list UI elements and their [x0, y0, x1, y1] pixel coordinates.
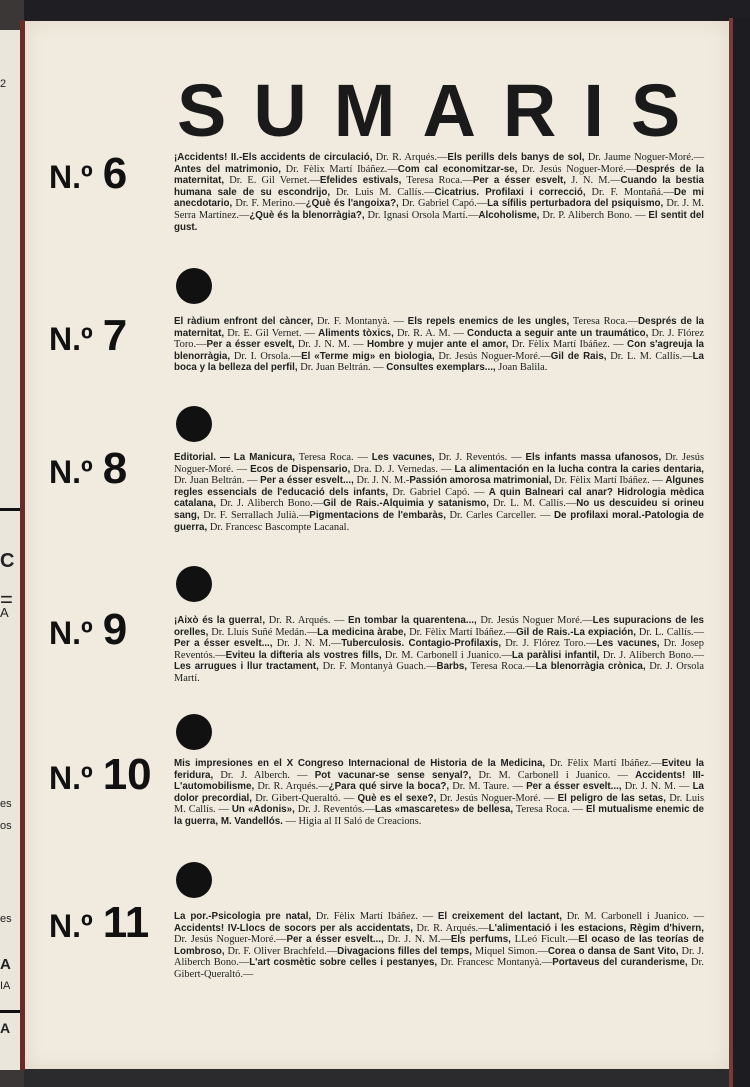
article-author: Dr. F. Montanyà Guach.—: [318, 661, 437, 673]
article-title: La boca y la belleza del perfil,: [174, 350, 705, 374]
article-author: Dr. R. A. M. —: [393, 327, 468, 339]
article-title: Editorial. — La Manicura,: [174, 452, 295, 463]
article-author: Dr. R. Arqués.—: [412, 922, 489, 934]
article-title: ¿Què és la blenorràgia?,: [249, 209, 365, 221]
issue-number: [49, 444, 177, 494]
article-author: Dr. Lluís Suñé Medán.—: [208, 626, 318, 638]
issue-number: [49, 311, 177, 361]
article-author: J. N. M.—: [566, 175, 621, 187]
article-title: La paràlisi infantil,: [511, 649, 600, 661]
article-title: ¿Què és l'angoixa?,: [305, 198, 399, 210]
article-title: Les supuracions de les orelles,: [174, 615, 704, 638]
fragment-big-c: C: [0, 550, 15, 572]
section-bullet-dot: [176, 268, 212, 304]
article-author: Dr. I. Orsola.—: [230, 350, 302, 362]
article-title: La medicina àrabe,: [317, 626, 407, 638]
article-author: Dr. Carles Carceller. —: [445, 509, 554, 521]
issue-contents: [174, 911, 704, 981]
article-title: El mutualisme enemic de la guerra, M. Vandellós.: [174, 804, 705, 827]
article-title: A quin Balneari cal anar? Hidrologia mèdica catalana,: [174, 486, 704, 510]
issue-number: [49, 149, 177, 199]
article-author: Dr. J. Aliberch Bono.—: [215, 498, 324, 510]
article-author: Miquel Simon.—: [471, 945, 548, 957]
article-title: Després de la maternitat,: [174, 316, 704, 339]
article-title: Per a ésser esvelt...,: [260, 475, 354, 487]
issue-number-value: 11: [102, 898, 150, 947]
issue-number-label: N.º: [49, 454, 93, 490]
article-author: Dr. Fèlix Martí Ibáñez.—: [545, 758, 662, 769]
article-author: Dr. Francesc Montanyà.—: [437, 957, 553, 969]
article-author: Dr. Fèlix Martí Ibáñez.—: [406, 626, 517, 638]
issue-number-label: N.º: [49, 908, 93, 944]
article-author: Dr. Jesús Noguer-Moré.—: [434, 350, 551, 362]
fragment-a1: A: [0, 605, 9, 620]
article-title: Accidents! III-L'automobilisme,: [174, 769, 704, 793]
article-title: Pot vacunar-se sense senyal?,: [314, 769, 472, 781]
article-author: Dr. J. Alberch. —: [213, 769, 315, 781]
article-author: Dr. L. Callís.—: [635, 626, 704, 638]
article-author: Dr. J. N. M.-: [353, 475, 410, 487]
article-author: Dr. J. Reventós. —: [434, 452, 526, 463]
article-title: Per a ésser esvelt...,: [174, 638, 273, 650]
fragment-a2: A: [0, 1020, 11, 1036]
article-author: Dr. Josep Reventós.—: [174, 638, 704, 661]
article-title: Alcoholisme,: [478, 209, 540, 221]
article-title: El creixement del lactant,: [437, 911, 562, 922]
article-author: Dr. M. Carbonell i Juanico. —: [471, 769, 636, 781]
article-author: Dr. R. Arqués.—: [254, 781, 329, 793]
article-author: Dr. Juan Beltrán. —: [297, 362, 387, 374]
fragment-rule: [0, 508, 22, 511]
article-author: Dr. Fèlix Martí Ibáñez. —: [508, 339, 628, 351]
article-author: Dr. J. N. M.—: [383, 934, 451, 946]
issue-number-value: 9: [102, 605, 128, 654]
issue-number: [49, 605, 177, 655]
issue-contents: [174, 615, 704, 685]
article-author: Dr. Luis M. Callís.—: [330, 186, 435, 198]
article-author: Dr. F. Merino.—: [232, 198, 306, 210]
magazine-page: [25, 21, 729, 1069]
article-author: Dr. J. N. M. —: [294, 339, 368, 351]
article-author: Dr. F. Serrallach Julià.—: [199, 509, 310, 521]
article-title: Per a ésser esvelt,: [206, 339, 295, 351]
article-author: Dr. P. Aliberch Bono. —: [539, 209, 649, 221]
article-author: Dr. J. N. M.—: [272, 638, 342, 650]
article-title: Consultes exemplars...,: [386, 362, 496, 374]
article-author: Teresa Roca.—: [401, 175, 473, 187]
fragment-os: os: [0, 820, 12, 832]
issue-number-label: N.º: [49, 760, 93, 796]
article-author: Dr. Jesús Noguer-Moré. —: [436, 792, 558, 804]
article-title: La dolor precordial,: [174, 781, 704, 804]
article-title: L'art cosmètic sobre celles i pestanyes,: [249, 957, 438, 969]
article-title: Ecos de Dispensario,: [250, 463, 351, 475]
article-title: En tombar la quarentena...,: [348, 615, 477, 626]
article-title: La sífilis perturbadora del psiquismo,: [487, 198, 664, 210]
article-title: ¡Accidents! II.-Els accidents de circulació,: [174, 152, 373, 163]
article-title: Les arrugues i llur tractament,: [174, 661, 319, 673]
article-title: El ràdium enfront del càncer,: [174, 316, 314, 327]
article-title: Gil de Rais.-La expiación,: [516, 626, 636, 638]
article-title: Eviteu la difteria als vostres fills,: [225, 649, 382, 661]
article-title: Portaveus del curanderisme,: [552, 957, 688, 969]
issue-number-value: 8: [102, 444, 128, 493]
article-title: De profilaxi moral.-Patologia de guerra,: [174, 509, 704, 533]
article-author: Teresa Roca. —: [513, 804, 586, 816]
article-author: Dr. Gibert-Queraltó.—: [174, 957, 704, 980]
article-author: Dr. F. Montañá.—: [585, 186, 674, 198]
article-title: Gil de Rais,: [550, 350, 607, 362]
article-author: Teresa Roca. —: [295, 452, 372, 463]
issue-number: [49, 750, 177, 800]
article-author: Dr. J. Flórez Toro.—: [174, 327, 704, 351]
fragment-es2: es: [0, 913, 12, 925]
article-title: Cicatrius. Profilaxi i correcció,: [434, 186, 586, 198]
article-title: Antes del matrimonio,: [174, 163, 282, 175]
article-title: Les vacunes,: [371, 452, 435, 463]
article-author: Dr. R. Arqués.—: [372, 152, 448, 163]
article-author: Dr. F. Oliver Brachfeld.—: [224, 945, 338, 957]
article-title: Per a ésser esvelt...,: [526, 781, 622, 793]
article-author: Dr. M. Carbonell i Juanico.—: [381, 649, 512, 661]
article-title: El sentit del gust.: [174, 209, 704, 233]
article-title: Després de la maternitat,: [174, 163, 705, 187]
article-title: Els perills dels banys de sol,: [447, 152, 585, 163]
article-author: Dr. Fèlix Martí Ibáñez.—: [281, 163, 398, 175]
issue-contents: [174, 758, 704, 828]
article-author: Dr. J. Aliberch Bono.—: [174, 945, 705, 969]
fragment-rule-2: [0, 1010, 22, 1013]
article-title: Per a ésser esvelt...,: [286, 934, 384, 946]
article-author: Dr. Jesús Noguer Moré.—: [476, 615, 593, 626]
scan-background-top: [0, 0, 750, 22]
article-title: Las «mascaretes» de bellesa,: [374, 804, 514, 816]
issue-number-label: N.º: [49, 159, 93, 195]
fragment-ia: IA: [0, 980, 11, 992]
article-author: Dr. Ignasi Orsola Martí.—: [364, 209, 479, 221]
article-title: ¡Això és la guerra!,: [174, 615, 266, 626]
fragment-big-a: A: [0, 956, 11, 973]
fragment-page-number: 2: [0, 78, 7, 90]
article-author: Dr. L. M. Callís.—: [488, 498, 577, 510]
article-title: Pigmentacions de l'embaràs,: [309, 509, 446, 521]
article-title: La por.-Psicologia pre natal,: [174, 911, 312, 922]
scan-background-right: [729, 18, 750, 1087]
issue-contents: [174, 152, 704, 233]
article-title: L'alimentació i les estacions, Règim d'hivern,: [488, 922, 704, 934]
article-author: Dr. M. Carbonell i Juanico. —: [562, 911, 705, 922]
article-author: Dr. J. Reventós.—: [294, 804, 375, 816]
article-author: Dr. M. Taure. —: [449, 781, 527, 793]
article-title: Conducta a seguir ante un traumático,: [467, 327, 649, 339]
fragment-es: es: [0, 798, 12, 810]
article-title: ¿Para qué sirve la boca?,: [328, 781, 450, 793]
issue-number-label: N.º: [49, 321, 93, 357]
section-bullet-dot: [176, 566, 212, 602]
issue-number-value: 6: [102, 149, 128, 198]
article-title: Cuando la bestia humana sale de su escondrijo,: [174, 175, 704, 198]
article-author: LLeó Ficult.—: [510, 934, 579, 946]
article-author: Dr. J. Aliberch Bono.—: [599, 649, 705, 661]
article-title: Els perfums,: [450, 934, 511, 946]
article-author: Dr. Fèlix Martí Ibáñez. —: [551, 475, 666, 487]
issue-number-label: N.º: [49, 615, 93, 651]
article-title: De mi anecdotario,: [174, 186, 704, 210]
article-title: La alimentación en la lucha contra la caries dentaria,: [454, 463, 705, 475]
article-title: Barbs,: [436, 661, 467, 673]
article-author: Dr. J. Orsola Martí.: [174, 661, 704, 684]
article-author: Dr. E. Gil Vernet. —: [224, 327, 319, 339]
issue-number: [49, 898, 177, 948]
article-title: El ocaso de las teorías de Lombroso,: [174, 934, 705, 957]
article-author: Dr. Jaume Noguer-Moré.—: [584, 152, 704, 163]
article-title: Per a ésser esvelt,: [472, 175, 567, 187]
article-title: Accidents! IV-Llocs de socors per als accidentats,: [174, 922, 413, 934]
article-author: Teresa Roca.—: [467, 661, 536, 673]
article-title: Hombre y mujer ante el amor,: [367, 339, 509, 351]
article-author: — Higia al II Saló de Creacions.: [282, 815, 422, 827]
article-title: Les vacunes,: [596, 638, 660, 650]
article-author: Dr. E. Gil Vernet.—: [224, 175, 320, 187]
fragment-equals: [0, 595, 22, 605]
article-title: Con s'agreuja la blenorràgia,: [174, 339, 704, 362]
article-author: Dr. J. Flórez Toro.—: [501, 638, 597, 650]
article-author: Dr. Jesús Noguer-Moré. —: [174, 452, 704, 475]
article-author: Dr. J. N. M. —: [621, 781, 693, 793]
article-author: Dr. Gibert-Queraltó. —: [252, 792, 358, 804]
article-title: Efelides estivals,: [319, 175, 402, 187]
article-author: Dr. Fèlix Martí Ibáñez. —: [311, 911, 438, 922]
article-author: Dr. Luis M. Callís. —: [174, 792, 705, 816]
article-title: Mis impresiones en el X Congreso Internacional de Historia de la Medicina,: [174, 758, 546, 769]
article-title: No us descuideu si orineu sang,: [174, 498, 704, 521]
article-author: Dra. D. J. Vernedas. —: [350, 463, 455, 475]
section-bullet-dot: [176, 862, 212, 898]
issue-number-value: 10: [102, 750, 152, 799]
article-title: El peligro de las setas,: [557, 792, 666, 804]
article-title: Els infants massa ufanosos,: [525, 452, 662, 463]
page-title: SUMARIS: [177, 69, 708, 152]
article-title: Què es el sexe?,: [357, 792, 437, 804]
article-author: Teresa Roca.—: [569, 316, 638, 327]
article-author: Dr. R. Arqués. —: [265, 615, 349, 626]
article-title: Tuberculosis. Contagio-Profilaxis,: [341, 638, 502, 650]
article-title: Divagacions filles del temps,: [337, 945, 472, 957]
article-title: El «Terme mig» en biologia,: [301, 350, 435, 362]
section-bullet-dot: [176, 714, 212, 750]
article-title: Corea o dansa de Sant Vito,: [547, 945, 679, 957]
article-title: Gil de Rais.-Alquimia y satanismo,: [323, 498, 489, 510]
article-title: Aliments tòxics,: [318, 327, 394, 339]
article-author: Dr. L. M. Callís.—: [606, 350, 693, 362]
article-author: Dr. Jesús Noguer-Moré.—: [517, 163, 637, 175]
article-author: Dr. Gabriel Capó. —: [388, 486, 489, 498]
article-author: Dr. Juan Beltrán. —: [174, 475, 261, 487]
article-title: La blenorràgia crònica,: [535, 661, 646, 673]
article-author: Dr. J. M. Serra Martínez.—: [174, 198, 704, 221]
section-bullet-dot: [176, 406, 212, 442]
article-author: Dr. F. Montanyà. —: [313, 316, 408, 327]
article-title: Algunes regles essencials de l'educació dels infants,: [174, 475, 704, 498]
issue-contents: [174, 452, 704, 533]
article-title: Com cal economitzar-se,: [397, 163, 518, 175]
issue-number-value: 7: [102, 311, 128, 360]
article-title: Passión amorosa matrimonial,: [409, 475, 552, 487]
article-author: Dr. Jesús Noguer-Moré.—: [174, 934, 287, 946]
article-title: Un «Adonis»,: [231, 804, 295, 816]
article-title: Els repels enemics de les ungles,: [407, 316, 570, 327]
article-author: Dr. Gabriel Capó.—: [398, 198, 488, 210]
article-author: Dr. Francesc Bascompte Lacanal.: [207, 521, 350, 533]
article-title: Eviteu la feridura,: [174, 758, 704, 781]
article-author: Joan Balila.: [495, 362, 548, 374]
issue-contents: [174, 316, 704, 374]
